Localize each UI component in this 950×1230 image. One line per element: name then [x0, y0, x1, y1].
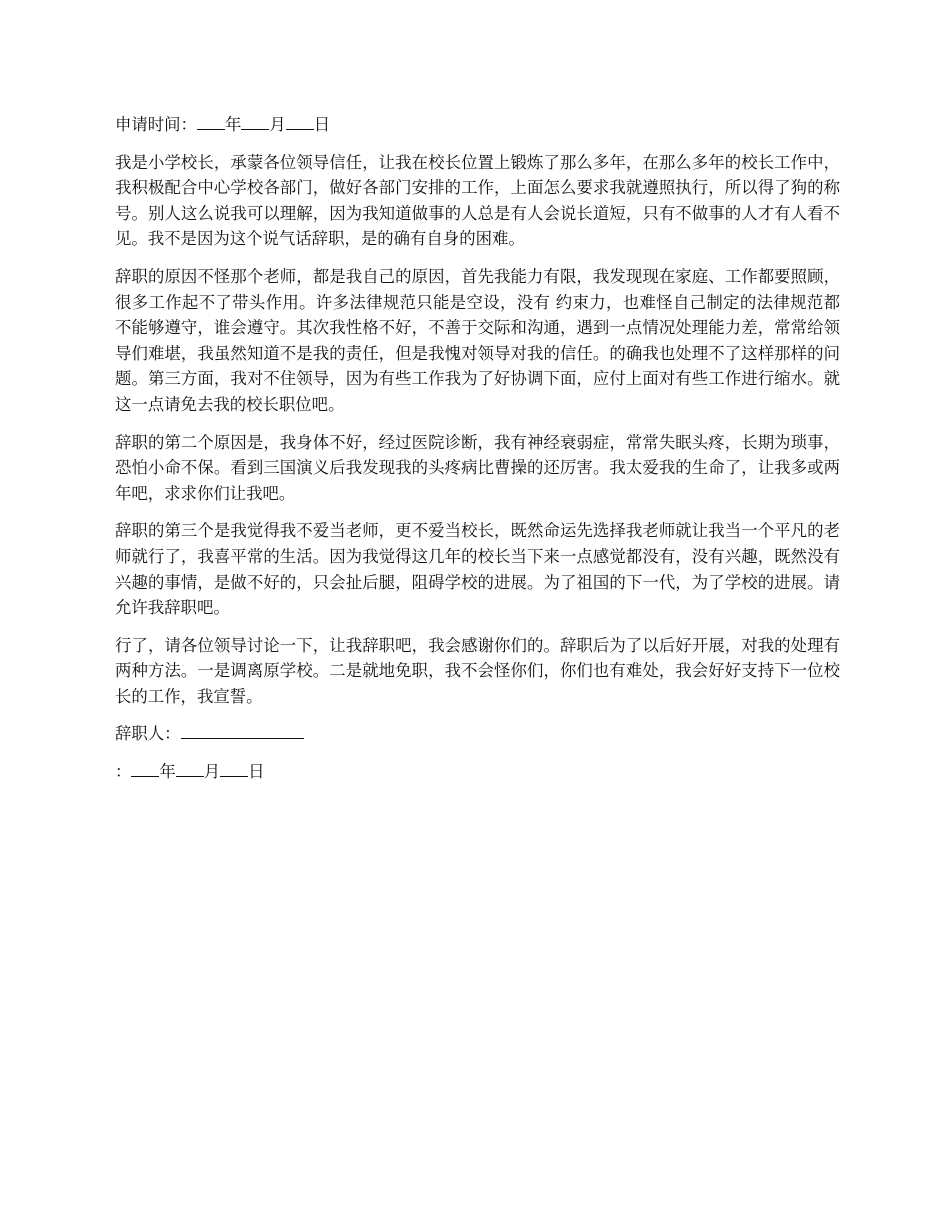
day-blank — [286, 113, 314, 130]
sign-date-prefix: ： — [115, 762, 132, 782]
body-paragraph-3: 辞职的第二个原因是，我身体不好，经过医院诊断，我有神经衰弱症，常常失眠头疼，长期为琐事，恐怕小命不保。看到三国演义后我发现我的头疼病比曹操的还厉害。我太爱我的生命了，让我多或两年吧，求求你们让我吧。 — [115, 432, 840, 503]
body-paragraph-1: 我是小学校长，承蒙各位领导信任，让我在校长位置上锻炼了那么多年，在那么多年的校长工作中，我积极配合中心学校各部门，做好各部门安排的工作，上面怎么要求我就遵照执行，所以得了狗的称号。别人这么说我可以理解，因为我知道做事的人总是有人会说长道短，只有不做事的人才有人看不见。我不是因为这个说气话辞职，是的确有自身的困难。 — [115, 152, 840, 249]
sign-day-blank — [220, 760, 248, 777]
sign-month-blank — [176, 760, 204, 777]
sign-month-label: 月 — [203, 762, 221, 782]
body-paragraph-5: 行了，请各位领导讨论一下，让我辞职吧，我会感谢你们的。辞职后为了以后好开展，对我的处理有两种方法。一是调离原学校。二是就地免职，我不会怪你们，你们也有难处，我会好好支持下一位校长的工作，我宣誓。 — [115, 635, 840, 706]
body-paragraph-2: 辞职的原因不怪那个老师，都是我自己的原因，首先我能力有限，我发现现在家庭、工作都要照顾，很多工作起不了带头作用。许多法律规范只能是空设，没有 约束力，也难怪自己制定的法律规范都不能够遵守，谁会遵守。其次我性格不好，不善于交际和沟通，遇到一点情况处理能力差，常常给领导们难堪，我虽然知道不是我的责任，但是我愧对领导对我的信任。的确我也处理不了这样那样的问题。第三方面，我对不住领导，因为有些工作我为了好协调下面，应付上面对有些工作进行缩水。就这一点请免去我的校长职位吧。 — [115, 266, 840, 414]
sign-day-label: 日 — [248, 762, 265, 782]
sign-year-label: 年 — [159, 762, 176, 782]
apply-time-label: 申请时间： — [115, 115, 197, 134]
year-blank — [197, 113, 225, 130]
sign-date-line — [115, 759, 840, 785]
month-label: 月 — [269, 115, 286, 134]
day-label: 日 — [313, 115, 331, 134]
signer-label: 辞职人： — [115, 724, 181, 744]
resignation-letter — [115, 112, 840, 797]
month-blank — [241, 113, 269, 130]
signer-blank — [181, 722, 304, 739]
apply-date-line — [115, 112, 840, 138]
sign-year-blank — [131, 760, 159, 777]
year-label: 年 — [224, 115, 242, 134]
body-paragraph-4: 辞职的第三个是我觉得我不爱当老师，更不爱当校长，既然命运先选择我老师就让我当一个平凡的老师就行了，我喜平常的生活。因为我觉得这几年的校长当下来一点感觉都没有，没有兴趣，既然没有兴趣的事情，是做不好的，只会扯后腿，阻碍学校的进展。为了祖国的下一代，为了学校的进展。请允许我辞职吧。 — [115, 521, 840, 618]
signer-line — [115, 721, 840, 747]
